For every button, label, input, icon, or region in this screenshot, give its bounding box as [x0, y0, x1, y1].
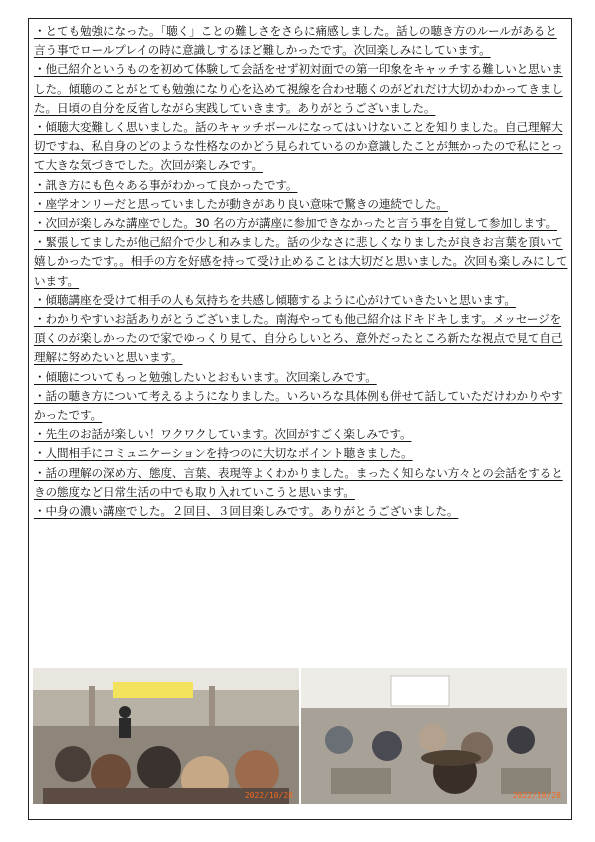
comment-item: ・緊張してましたが他己紹介で少し和みました。話の少なさに悲しくなりましたが良きお言葉を頂いて嬉しかったです。。相手の方を好感を持って受け止めることは大切だと思いました。次回も楽しみにしています。	[34, 235, 568, 288]
comment-item: ・話の聴き方について考えるようになりました。いろいろな具体例も併せて話していただけわかりやすかったです。	[34, 388, 563, 423]
comment-item: ・中身の濃い講座でした。２回目、３回目楽しみです。ありがとうございました。	[34, 504, 459, 519]
seminar-photo-2-image	[301, 668, 567, 804]
comment-item: ・話の理解の深め方、態度、言葉、表現等よくわかりました。まったく知らない方々との会話をするときの態度など日常生活の中でも取り入れていこうと思います。	[34, 465, 563, 499]
comment-item: ・他己紹介というものを初めて体験して会話をせず初対面での第一印象をキャッチする難しいと思いました。傾聴のことがとても勉強になり心を込めて視線を合わせ聴くのがどれだけ大切かわかってきました。日頃の自分を反省しながら実践していきます。ありがとうございました。	[34, 62, 563, 115]
seminar-photo-1-image	[33, 668, 299, 804]
comment-item: ・とても勉強になった。「聴く」ことの難しさをさらに痛感しました。話しの聴き方のルールがあると言う事でロールプレイの時に意識しするほど難しかったです。次回楽しみにしています。	[34, 24, 557, 58]
seminar-photo-1	[33, 668, 299, 804]
photo-date-stamp: 2022/10/28	[244, 791, 293, 800]
comment-item: ・傾聴大変難しく思いました。話のキャッチボールになってはいけないことを知りました。自己理解大切ですね、私自身のどのような性格なのかどう見られているのか意識したことが無かったので私にとって大きな気づきでした。次回が楽しみです。	[34, 120, 563, 173]
comment-item: ・わかりやすいお話ありがとうございました。南海やっても他己紹介はドキドキします。メッセージを頂くのが楽しかったので家でゆっくり見て、自分らしいとろ、意外だったところ新たな視点で見て自己理解に努めたいと思います。	[34, 312, 563, 365]
comment-item: ・人間相手にコミュニケーションを持つのに大切なポイント聴きました。	[34, 446, 413, 461]
comment-item: ・次回が楽しみな講座でした。30 名の方が講座に参加できなかったと言う事を自覚して参加します。	[34, 216, 557, 231]
comment-list	[34, 22, 568, 521]
comment-item: ・座学オンリーだと思っていましたが動きがあり良い意味で驚きの連続でした。	[34, 196, 448, 211]
comment-item: ・傾聴についてもっと勉強したいとおもいます。次回楽しみです。	[34, 369, 377, 384]
comment-item: ・訊き方にも色々ある事がわかって良かったです。	[34, 177, 298, 192]
comment-item: ・傾聴講座を受けて相手の人も気持ちを共感し傾聴するように心がけていきたいと思います。	[34, 292, 516, 307]
photo-row	[33, 668, 567, 806]
photo-date-stamp: 2022/10/28	[512, 791, 561, 800]
comment-item: ・先生のお話が楽しい！ワクワクしています。次回がすごく楽しみです。	[34, 427, 412, 442]
seminar-photo-2	[301, 668, 567, 804]
